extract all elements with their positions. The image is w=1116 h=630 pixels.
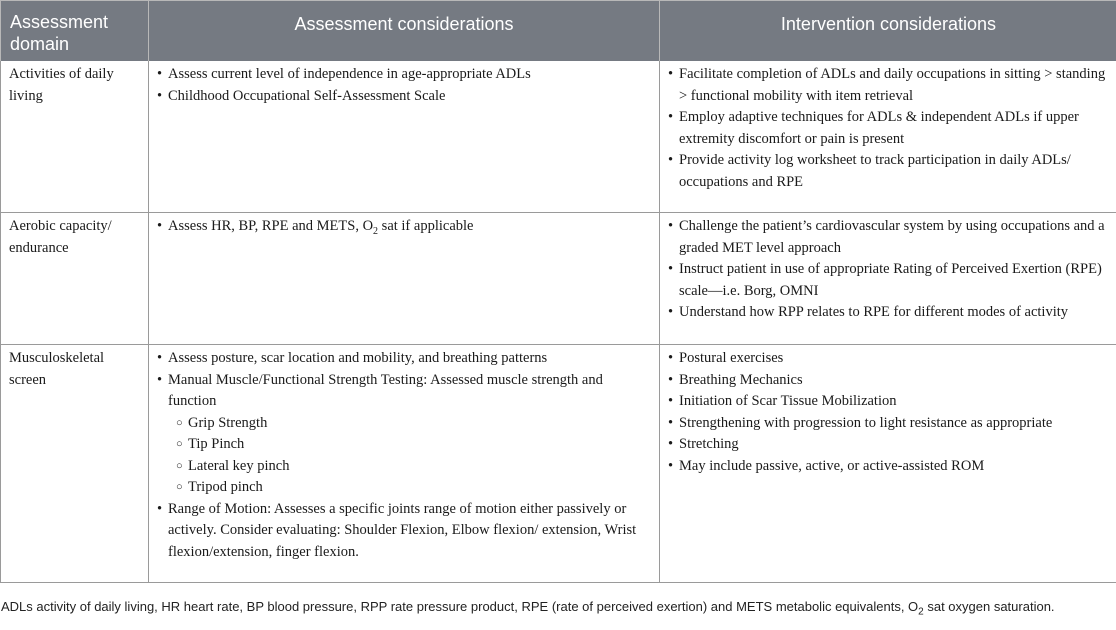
list-item: [157, 64, 653, 86]
list-item: [668, 216, 1111, 259]
intervention-list: [668, 348, 1111, 477]
item-text: Childhood Occupational Self-Assessment Scale: [168, 87, 446, 104]
intervention-list: [668, 216, 1111, 324]
intervention-cell: [660, 213, 1116, 345]
bullet-icon: •: [668, 261, 674, 277]
list-item: [668, 107, 1111, 150]
sub-list-item: [176, 477, 653, 499]
item-text: Strengthening with progression to light resistance as appropriate: [679, 414, 1053, 431]
item-text: Postural exercises: [679, 350, 784, 366]
circle-bullet-icon: ○: [176, 416, 183, 429]
circle-bullet-icon: ○: [176, 459, 183, 472]
item-text: Facilitate completion of ADLs and daily occupations in sitting > standing > functional mobility with item retrieval: [679, 66, 1106, 104]
bullet-icon: •: [157, 87, 163, 104]
bullet-icon: •: [668, 218, 674, 234]
list-item: [668, 391, 1111, 413]
bullet-icon: •: [668, 66, 674, 82]
header-assessment-considerations: Assessment considerations: [149, 1, 660, 62]
item-text-before: Assess HR, BP, RPE and METS, O: [168, 218, 374, 234]
list-item: [668, 259, 1111, 302]
list-item: [157, 216, 653, 238]
bullet-icon: •: [668, 350, 674, 366]
bullet-icon: •: [668, 304, 674, 320]
bullet-icon: •: [157, 350, 163, 366]
list-item: [668, 413, 1111, 435]
bullet-icon: •: [157, 218, 163, 234]
list-item: [668, 348, 1111, 370]
assessment-list: [157, 64, 653, 107]
list-item: [157, 348, 653, 370]
list-item: [157, 370, 653, 499]
header-intervention-considerations: Intervention considerations: [660, 1, 1116, 62]
footnote-text-after: sat oxygen saturation.: [923, 599, 1055, 614]
list-item: [668, 456, 1111, 478]
bullet-icon: •: [668, 109, 674, 125]
intervention-cell: [660, 61, 1116, 213]
item-text: Stretching: [679, 436, 739, 452]
sub-list-item: [176, 434, 653, 456]
bullet-icon: •: [668, 152, 674, 168]
bullet-icon: •: [157, 371, 163, 388]
item-text-after: sat if applicable: [378, 218, 474, 234]
domain-cell: Aerobic capacity/ endurance: [1, 213, 149, 345]
bullet-icon: •: [668, 393, 674, 409]
item-text: Breathing Mechanics: [679, 371, 803, 388]
item-text: Assess current level of independence in age-appropriate ADLs: [168, 66, 531, 82]
bullet-icon: •: [668, 371, 674, 388]
assessment-cell: [149, 213, 660, 345]
list-item: [668, 434, 1111, 456]
circle-bullet-icon: ○: [176, 481, 183, 493]
table-row-aerobic: [1, 213, 1116, 345]
circle-bullet-icon: ○: [176, 438, 183, 450]
bullet-icon: •: [157, 66, 163, 82]
assessment-list: [157, 216, 653, 238]
footnote-text-before: ADLs activity of daily living, HR heart rate, BP blood pressure, RPP rate pressure product, RPE (rate of perceived exertion) and METS metabolic equivalents, O: [1, 599, 919, 614]
table-row-adl: [1, 61, 1116, 213]
domain-cell: Musculoskeletal screen: [1, 345, 149, 583]
table-footnote: [1, 598, 1116, 616]
item-text: Provide activity log worksheet to track participation in daily ADLs/ occupations and RPE: [679, 152, 1071, 190]
domain-cell: Activities of daily living: [1, 61, 149, 213]
bullet-icon: •: [157, 500, 163, 517]
bullet-icon: •: [668, 414, 674, 431]
header-assessment-domain: Assessment domain: [1, 1, 149, 62]
list-item: [157, 499, 653, 564]
sub-item-text: Lateral key pinch: [188, 457, 290, 474]
list-item: [668, 370, 1111, 392]
assessment-cell: [149, 345, 660, 583]
assessment-cell: [149, 61, 660, 213]
list-item: [668, 302, 1111, 324]
list-item: [668, 64, 1111, 107]
footnote-subscript: 2: [918, 606, 924, 618]
bullet-icon: •: [668, 457, 674, 474]
bullet-icon: •: [668, 436, 674, 452]
item-text: Assess posture, scar location and mobility, and breathing patterns: [168, 350, 548, 366]
sub-item-text: Tripod pinch: [188, 479, 263, 495]
sub-item-text: Tip Pinch: [188, 436, 245, 452]
sub-list-item: [176, 413, 653, 435]
sub-list: [168, 413, 653, 499]
item-text: Employ adaptive techniques for ADLs & independent ADLs if upper extremity discomfort or pain is present: [679, 109, 1079, 147]
intervention-cell: [660, 345, 1116, 583]
assessment-list: [157, 348, 653, 563]
item-text: Manual Muscle/Functional Strength Testing: Assessed muscle strength and function: [168, 371, 603, 409]
item-text: Challenge the patient’s cardiovascular system by using occupations and a graded MET level approach: [679, 218, 1105, 256]
item-text: Initiation of Scar Tissue Mobilization: [679, 393, 897, 409]
subscript: 2: [373, 225, 379, 237]
header-row: [1, 1, 1116, 62]
list-item: [157, 86, 653, 108]
item-text: Instruct patient in use of appropriate Rating of Perceived Exertion (RPE) scale—i.e. Borg, OMNI: [679, 261, 1102, 299]
sub-list-item: [176, 456, 653, 478]
list-item: [668, 150, 1111, 193]
sub-item-text: Grip Strength: [188, 414, 268, 431]
item-text: May include passive, active, or active-assisted ROM: [679, 457, 985, 474]
item-text: Understand how RPP relates to RPE for different modes of activity: [679, 304, 1069, 320]
intervention-list: [668, 64, 1111, 193]
table-row-musculoskeletal: [1, 345, 1116, 583]
item-text: Range of Motion: Assesses a specific joints range of motion either passively or actively. Consider evaluating: Shoulder Flexion, Elbow flexion/ extension, Wrist flexion/extension, finger flexion.: [168, 500, 637, 560]
